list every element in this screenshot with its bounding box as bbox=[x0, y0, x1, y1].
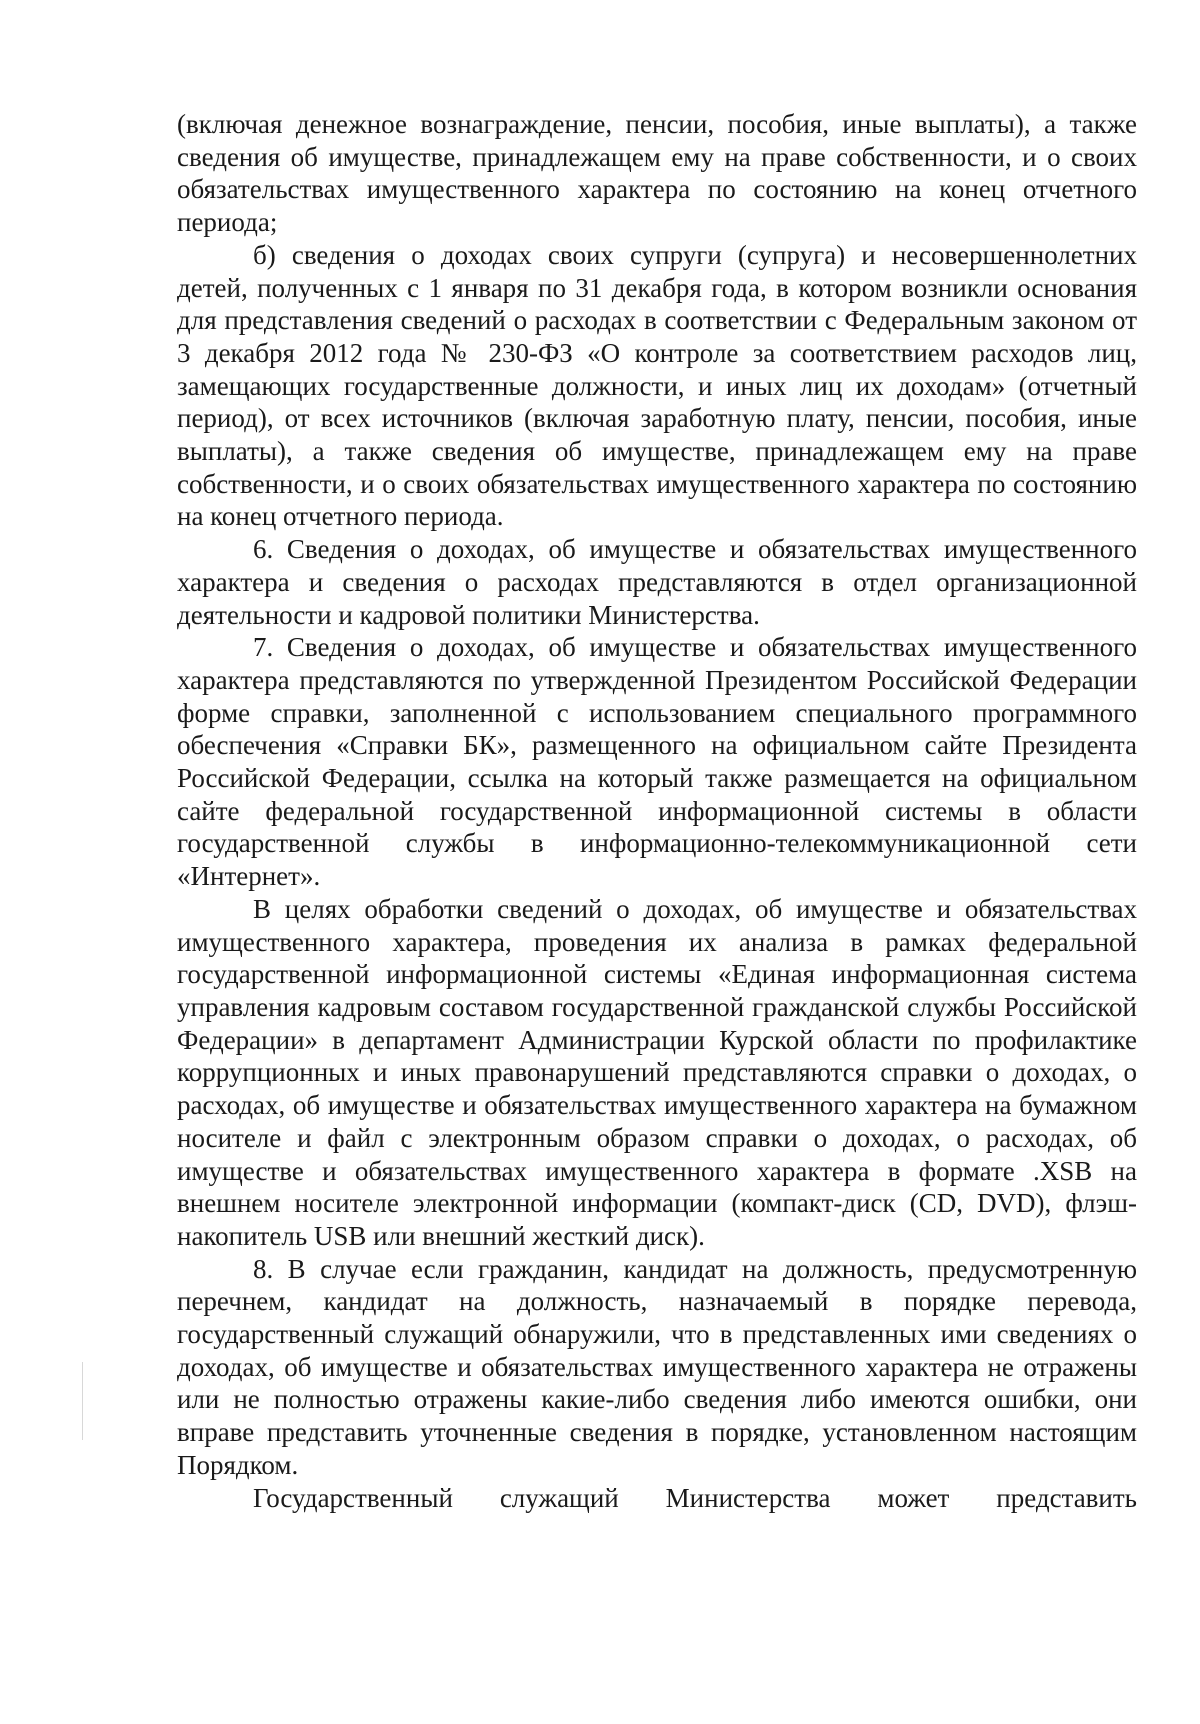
paragraph-b: б) сведения о доходах своих супруги (супруга) и несовершеннолетних детей, полученных с 1 января по 31 декабря года, в котором возникли основания для представления сведений о расходах в соответствии с Федеральным законом от 3 декабря 2012 года № 230-ФЗ «О контроле за соответствием расходов лиц, замещающих государственные должности, и иных лиц их доходам» (отчетный период), от всех источников (включая заработную плату, пенсии, пособия, иные выплаты), а также сведения об имуществе, принадлежащем ему на праве собственности, и о своих обязательствах имущественного характера по состоянию на конец отчетного периода. bbox=[177, 239, 1137, 532]
scan-margin-mark bbox=[82, 1362, 83, 1440]
paragraph-8-continuation: Государственный служащий Министерства может представить bbox=[253, 1482, 1137, 1513]
paragraph-8: 8. В случае если гражданин, кандидат на должность, предусмотренную перечнем, кандидат на должность, назначаемый в порядке перевода, государственный служащий обнаружили, что в представленных ими сведениях о доходах, об имуществе и обязательствах имущественного характера не отражены или не полностью отражены какие-либо сведения либо имеются ошибки, они вправе представить уточненные сведения в порядке, установленном настоящим Порядком. bbox=[177, 1253, 1137, 1480]
paragraph-7-processing: В целях обработки сведений о доходах, об имуществе и обязательствах имущественного характера, проведения их анализа в рамках федеральной государственной информационной системы «Единая информационная система управления кадровым составом государственной гражданской службы Российской Федерации» в департамент Администрации Курской области по профилактике коррупционных и иных правонарушений представляются справки о доходах, о расходах, об имуществе и обязательствах имущественного характера на бумажном носителе и файл с электронным образом справки о доходах, о расходах, об имуществе и обязательствах имущественного характера в формате .XSB на внешнем носителе электронной информации (компакт-диск (CD, DVD), флэш-накопитель USB или внешний жесткий диск). bbox=[177, 893, 1137, 1251]
document-body bbox=[177, 108, 1137, 1514]
paragraph-6: 6. Сведения о доходах, об имуществе и обязательствах имущественного характера и сведения о расходах представляются в отдел организационной деятельности и кадровой политики Министерства. bbox=[177, 534, 1137, 630]
paragraph-continuation: (включая денежное вознаграждение, пенсии, пособия, иные выплаты), а также сведения об имуществе, принадлежащем ему на праве собственности, и о своих обязательствах имущественного характера по состоянию на конец отчетного периода; bbox=[177, 109, 1137, 238]
paragraph-7: 7. Сведения о доходах, об имуществе и обязательствах имущественного характера представляются по утвержденной Президентом Российской Федерации форме справки, заполненной с использованием специального программного обеспечения «Справки БК», размещенного на официальном сайте Президента Российской Федерации, ссылка на который также размещается на официальном сайте федеральной государственной информационной системы в области государственной службы в информационно-телекоммуникационной сети «Интернет». bbox=[177, 632, 1137, 892]
